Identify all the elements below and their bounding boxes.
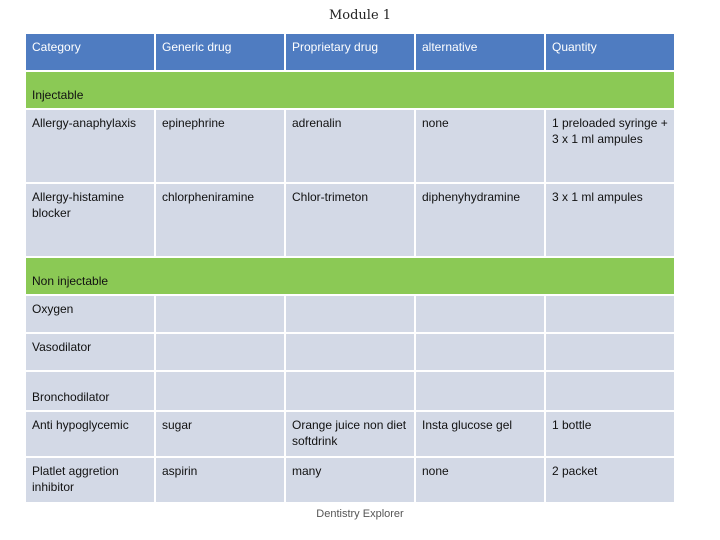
table-cell xyxy=(545,333,675,371)
table-cell: 3 x 1 ml ampules xyxy=(545,183,675,257)
table-cell: Anti hypoglycemic xyxy=(25,411,155,457)
table-cell xyxy=(155,371,285,411)
table-cell xyxy=(415,333,545,371)
table-cell: none xyxy=(415,457,545,503)
column-header-quantity: Quantity xyxy=(545,33,675,71)
table-row xyxy=(25,411,675,457)
table-cell: Allergy-anaphylaxis xyxy=(25,109,155,183)
footer-text: Dentistry Explorer xyxy=(316,508,404,520)
table-cell: Orange juice non diet softdrink xyxy=(285,411,415,457)
table-cell: 1 bottle xyxy=(545,411,675,457)
table-cell: diphenyhydramine xyxy=(415,183,545,257)
column-header-generic-drug: Generic drug xyxy=(155,33,285,71)
column-header-alternative: alternative xyxy=(415,33,545,71)
table-cell xyxy=(155,295,285,333)
column-header-proprietary-drug: Proprietary drug xyxy=(285,33,415,71)
table-cell: adrenalin xyxy=(285,109,415,183)
table-row xyxy=(25,109,675,183)
table-cell: Platlet aggretion inhibitor xyxy=(25,457,155,503)
table-cell xyxy=(545,371,675,411)
section-label: Non injectable xyxy=(25,257,675,295)
table-cell xyxy=(415,295,545,333)
table-cell: 1 preloaded syringe + 3 x 1 ml ampules xyxy=(545,109,675,183)
table-cell: Allergy-histamine blocker xyxy=(25,183,155,257)
section-label: Injectable xyxy=(25,71,675,109)
table-cell: aspirin xyxy=(155,457,285,503)
table-cell: chlorpheniramine xyxy=(155,183,285,257)
table-cell xyxy=(545,295,675,333)
table-row xyxy=(25,371,675,411)
table-cell: 2 packet xyxy=(545,457,675,503)
table-cell: sugar xyxy=(155,411,285,457)
table-row xyxy=(25,295,675,333)
table-cell xyxy=(285,295,415,333)
slide-title: Module 1 xyxy=(328,8,392,23)
table-cell xyxy=(415,371,545,411)
header-row xyxy=(25,33,675,71)
drug-table xyxy=(24,32,676,504)
table-cell: epinephrine xyxy=(155,109,285,183)
table-row xyxy=(25,457,675,503)
table-cell: Chlor-trimeton xyxy=(285,183,415,257)
table-cell: Vasodilator xyxy=(25,333,155,371)
table-cell: none xyxy=(415,109,545,183)
table-cell: many xyxy=(285,457,415,503)
section-row-injectable xyxy=(25,71,675,109)
table-cell: Oxygen xyxy=(25,295,155,333)
table-cell xyxy=(155,333,285,371)
table-cell: Insta glucose gel xyxy=(415,411,545,457)
table-row xyxy=(25,183,675,257)
section-row-non-injectable xyxy=(25,257,675,295)
table-row xyxy=(25,333,675,371)
table-cell xyxy=(285,333,415,371)
column-header-category: Category xyxy=(25,33,155,71)
table-cell xyxy=(285,371,415,411)
table-cell: Bronchodilator xyxy=(25,371,155,411)
